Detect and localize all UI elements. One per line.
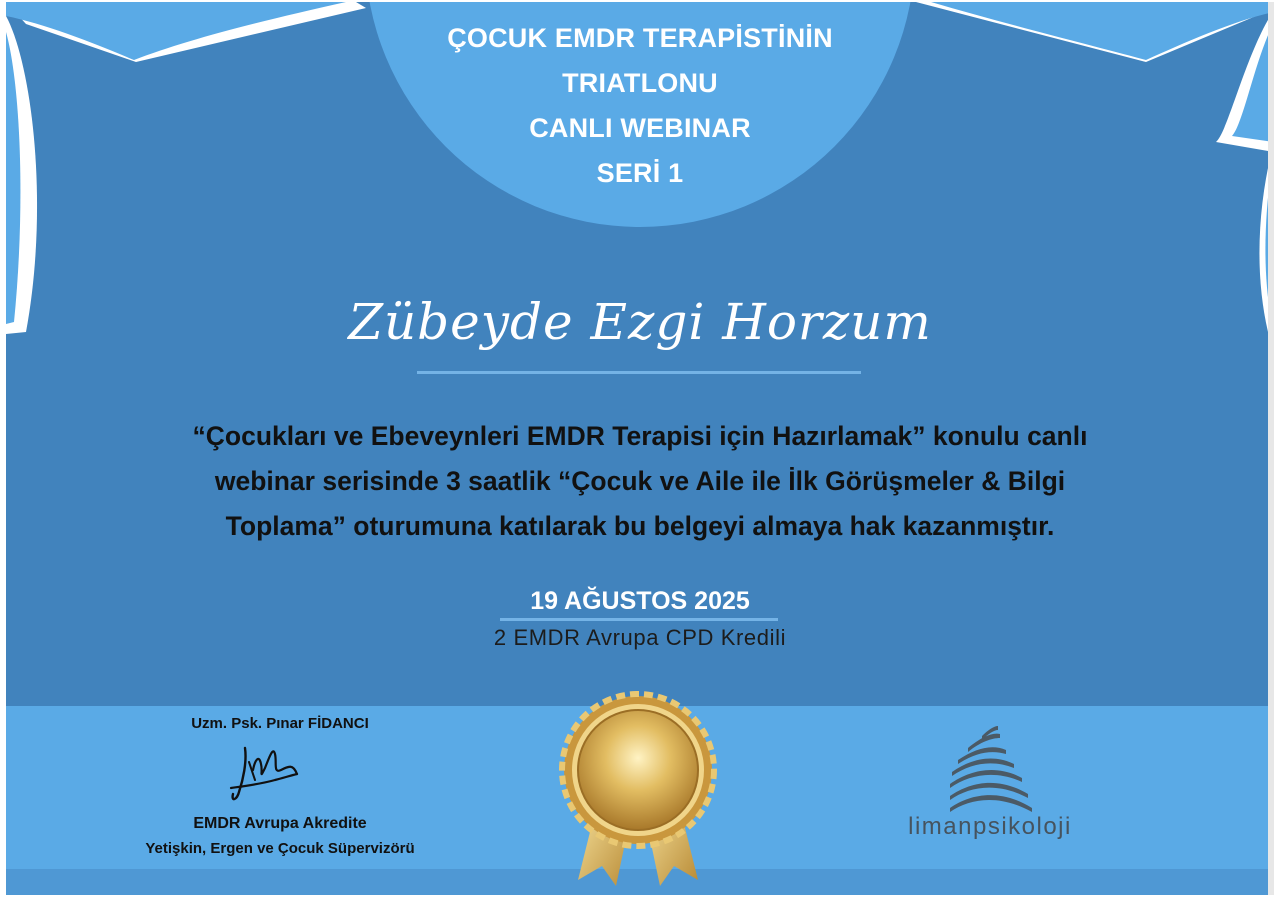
body-line: “Çocukları ve Ebeveynleri EMDR Terapisi için Hazırlamak” konulu canlı [192,421,1088,451]
recipient-name: Zübeyde Ezgi Horzum [348,293,932,351]
title-line: TRIATLONU [562,68,718,98]
body-line: Toplama” oturumuna katılarak bu belgeyi almaya hak kazanmıştır. [225,511,1055,541]
logo-wordmark: limanpsikoloji [908,813,1072,840]
certificate-body [110,414,1170,549]
signer-title: EMDR Avrupa Akredite [193,815,367,832]
signer-name: Uzm. Psk. Pınar FİDANCI [191,715,369,732]
name-underline [417,371,861,374]
body-line: webinar serisinde 3 saatlik “Çocuk ve Aile ile İlk Görüşmeler & Bilgi [214,466,1066,496]
signer-subtitle: Yetişkin, Ergen ve Çocuk Süpervizörü [145,840,415,857]
signature-icon [225,740,315,810]
gold-medal-seal-icon [558,690,718,890]
wave-stripes-logo-icon [940,724,1040,814]
page-edge [1268,2,1274,895]
certificate-title [364,16,916,196]
certificate-date: 19 AĞUSTOS 2025 [530,587,750,615]
title-line: SERİ 1 [596,158,684,188]
title-line: ÇOCUK EMDR TERAPİSTİNİN [447,23,833,53]
cpd-credit: 2 EMDR Avrupa CPD Kredili [493,625,787,650]
title-line: CANLI WEBINAR [529,113,751,143]
